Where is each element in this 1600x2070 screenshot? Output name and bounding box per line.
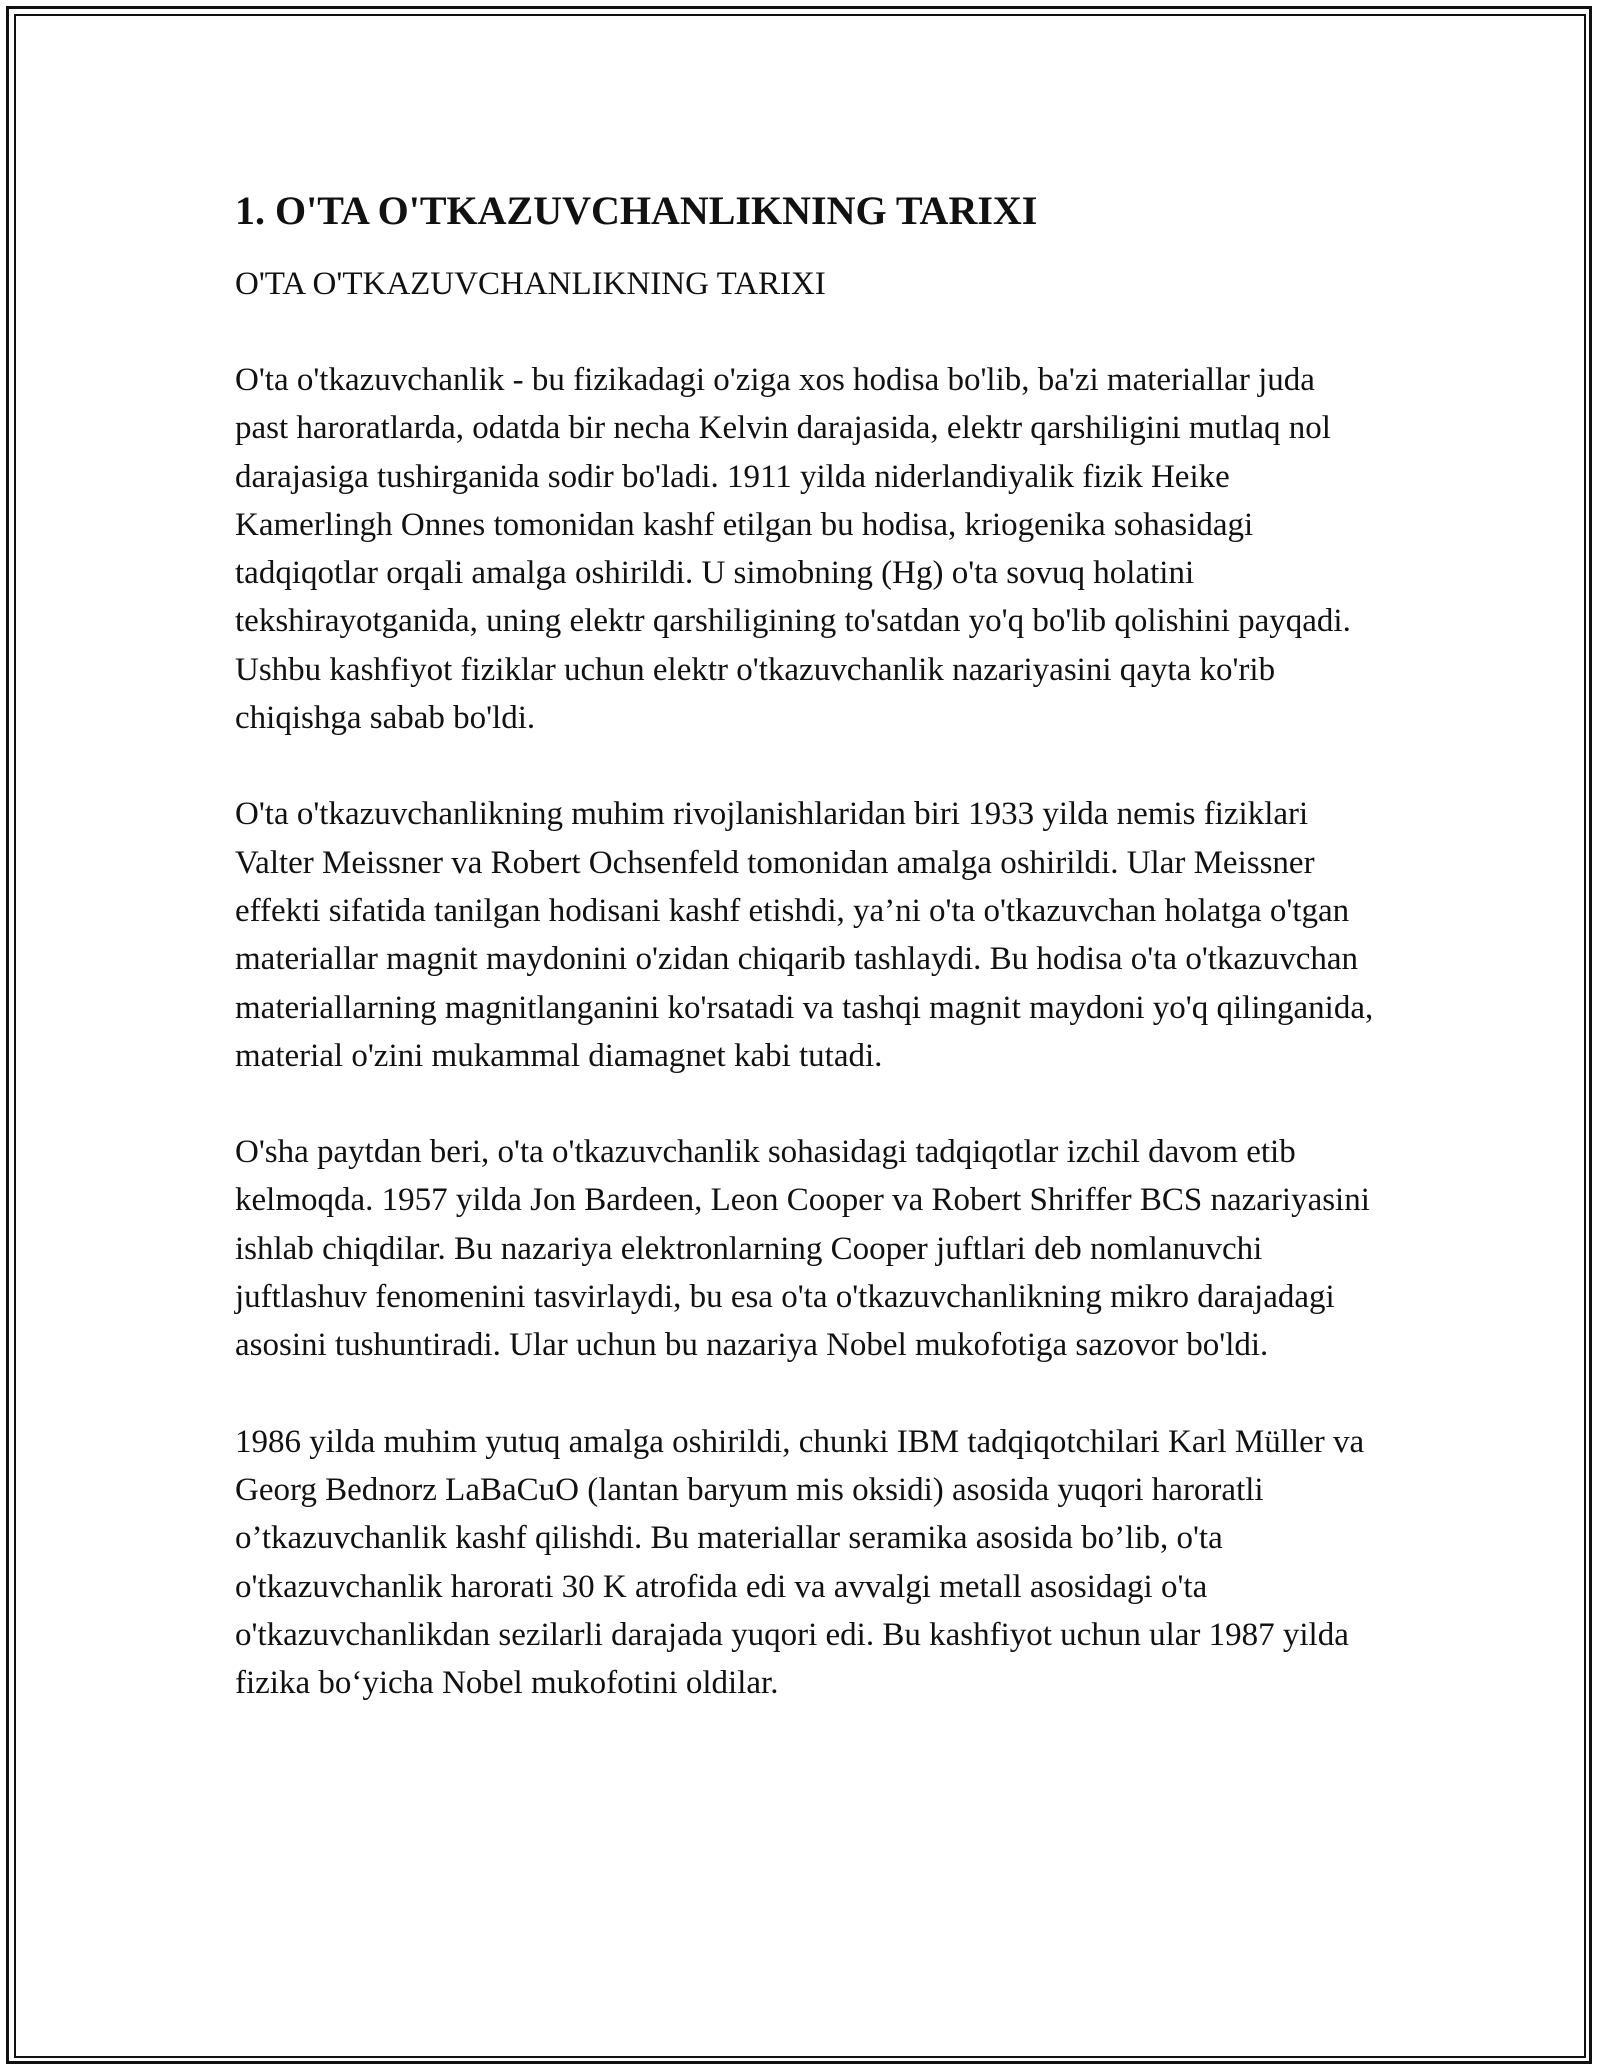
paragraph-meissner-effect: O'ta o'tkazuvchanlikning muhim rivojlanishlaridan biri 1933 yilda nemis fiziklari Valter Meissner va Robert Ochsenfeld tomonidan amalga oshirildi. Ular Meissner effekti sifatida tanilgan hodisani kashf etishdi, ya’ni o'ta o'tkazuvchan holatga o'tgan materiallar magnit maydonini o'zidan chiqarib tashlaydi. Bu hodisa o'ta o'tkazuvchan materiallarning magnitlanganini ko'rsatadi va tashqi magnit maydoni yo'q qilinganida, material o'zini mukammal diamagnet kabi tutadi. <box>235 796 1374 1074</box>
document-body <box>235 186 1375 1755</box>
paragraph-discovery: O'ta o'tkazuvchanlik - bu fizikadagi o'ziga xos hodisa bo'lib, ba'zi materiallar juda past haroratlarda, odatda bir necha Kelvin darajasida, elektr qarshiligini mutlaq nol darajasiga tushirganida sodir bo'ladi. 1911 yilda niderlandiyalik fizik Heike Kamerlingh Onnes tomonidan kashf etilgan bu hodisa, kriogenika sohasidagi tadqiqotlar orqali amalga oshirildi. U simobning (Hg) o'ta sovuq holatini tekshirayotganida, uning elektr qarshiligining to'satdan yo'q bo'lib qolishini payqadi. Ushbu kashfiyot fiziklar uchun elektr o'tkazuvchanlik nazariyasini qayta ko'rib chiqishga sabab bo'ldi. <box>235 362 1351 737</box>
paragraph-bcs-theory: O'sha paytdan beri, o'ta o'tkazuvchanlik sohasidagi tadqiqotlar izchil davom etib kelmoqda. 1957 yilda Jon Bardeen, Leon Cooper va Robert Shriffer BCS nazariyasini ishlab chiqdilar. Bu nazariya elektronlarning Cooper juftlari deb nomlanuvchi juftlashuv fenomenini tasvirlaydi, bu esa o'ta o'tkazuvchanlikning mikro darajadagi asosini tushuntiradi. Ular uchun bu nazariya Nobel mukofotiga sazovor bo'ldi. <box>235 1134 1370 1364</box>
section-subtitle: O'TA O'TKAZUVCHANLIKNING TARIXI <box>235 266 826 302</box>
section-heading: 1. O'TA O'TKAZUVCHANLIKNING TARIXI <box>235 188 1038 233</box>
paragraph-high-temperature: 1986 yilda muhim yutuq amalga oshirildi, chunki IBM tadqiqotchilari Karl Müller va Georg Bednorz LaBaCuO (lantan baryum mis oksidi) asosida yuqori haroratli o’tkazuvchanlik kashf qilishdi. Bu materiallar seramika asosida bo’lib, o'ta o'tkazuvchanlik harorati 30 K atrofida edi va avvalgi metall asosidagi o'ta o'tkazuvchanlikdan sezilarli darajada yuqori edi. Bu kashfiyot uchun ular 1987 yilda fizika bo‘yicha Nobel mukofotini oldilar. <box>235 1423 1365 1702</box>
